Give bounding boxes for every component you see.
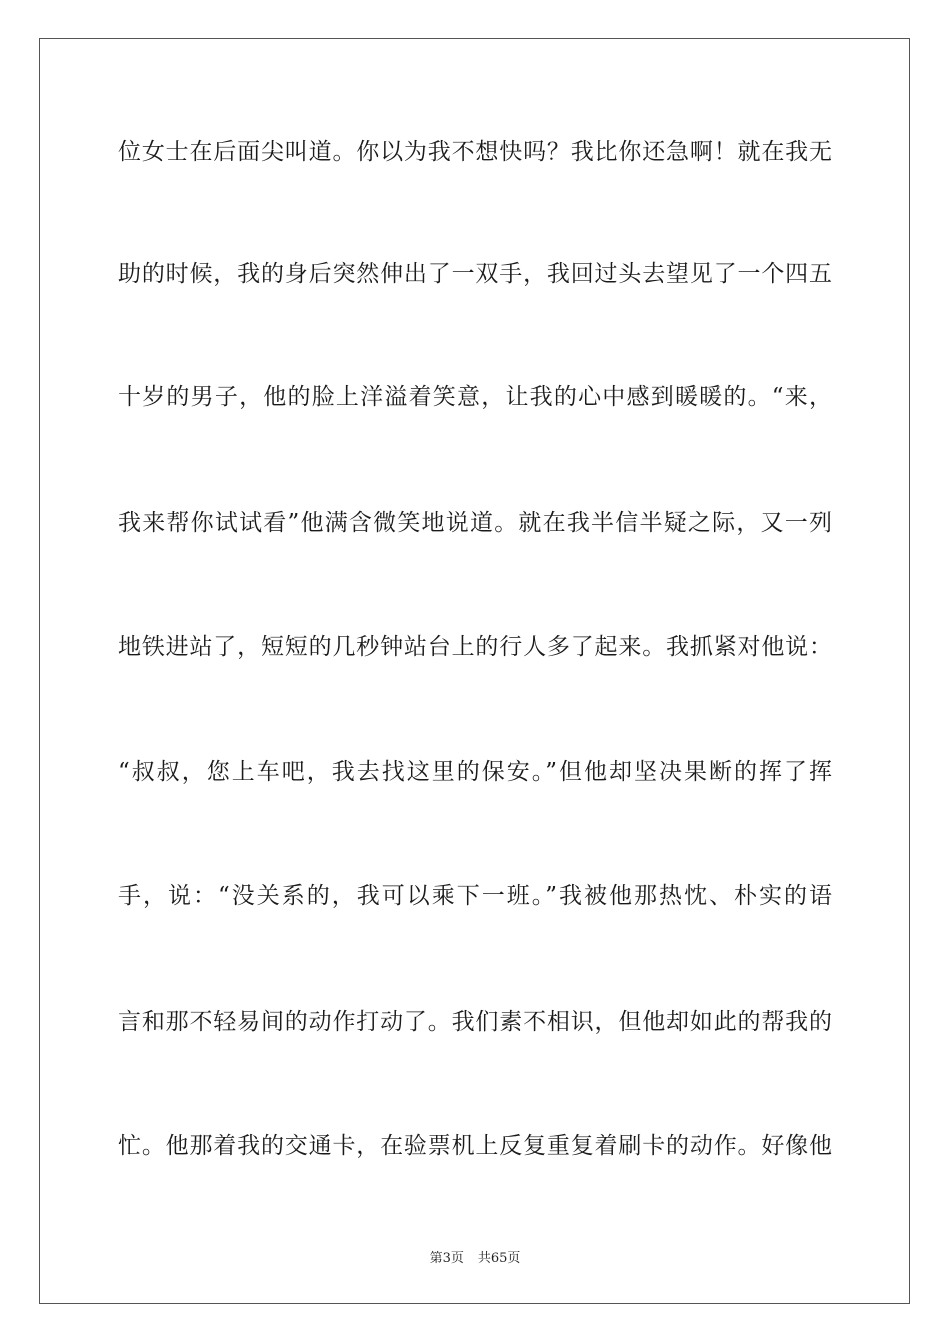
- text-line: 忙。他那着我的交通卡，在验票机上反复重复着刷卡的动作。好像他: [118, 1133, 832, 1159]
- text-line: 地铁进站了，短短的几秒钟站台上的行人多了起来。我抓紧对他说：: [118, 634, 832, 660]
- text-line: 言和那不轻易间的动作打动了。我们素不相识，但他却如此的帮我的: [118, 1009, 832, 1035]
- text-line: 助的时候，我的身后突然伸出了一双手，我回过头去望见了一个四五: [118, 261, 832, 287]
- page-footer: [0, 1247, 950, 1266]
- page-number: 第3页: [429, 1251, 464, 1266]
- text-line: 我来帮你试试看”他满含微笑地说道。就在我半信半疑之际，又一列: [118, 510, 832, 536]
- total-pages: 共65页: [477, 1251, 521, 1266]
- text-line: 十岁的男子，他的脸上洋溢着笑意，让我的心中感到暖暖的。“来，: [118, 384, 832, 410]
- text-line: 位女士在后面尖叫道。你以为我不想快吗？我比你还急啊！就在我无: [118, 139, 832, 165]
- page-border: [39, 38, 910, 1304]
- text-line: “叔叔，您上车吧，我去找这里的保安。”但他却坚决果断的挥了挥: [118, 759, 832, 785]
- text-line: 手，说：“没关系的，我可以乘下一班。”我被他那热忱、朴实的语: [118, 883, 832, 909]
